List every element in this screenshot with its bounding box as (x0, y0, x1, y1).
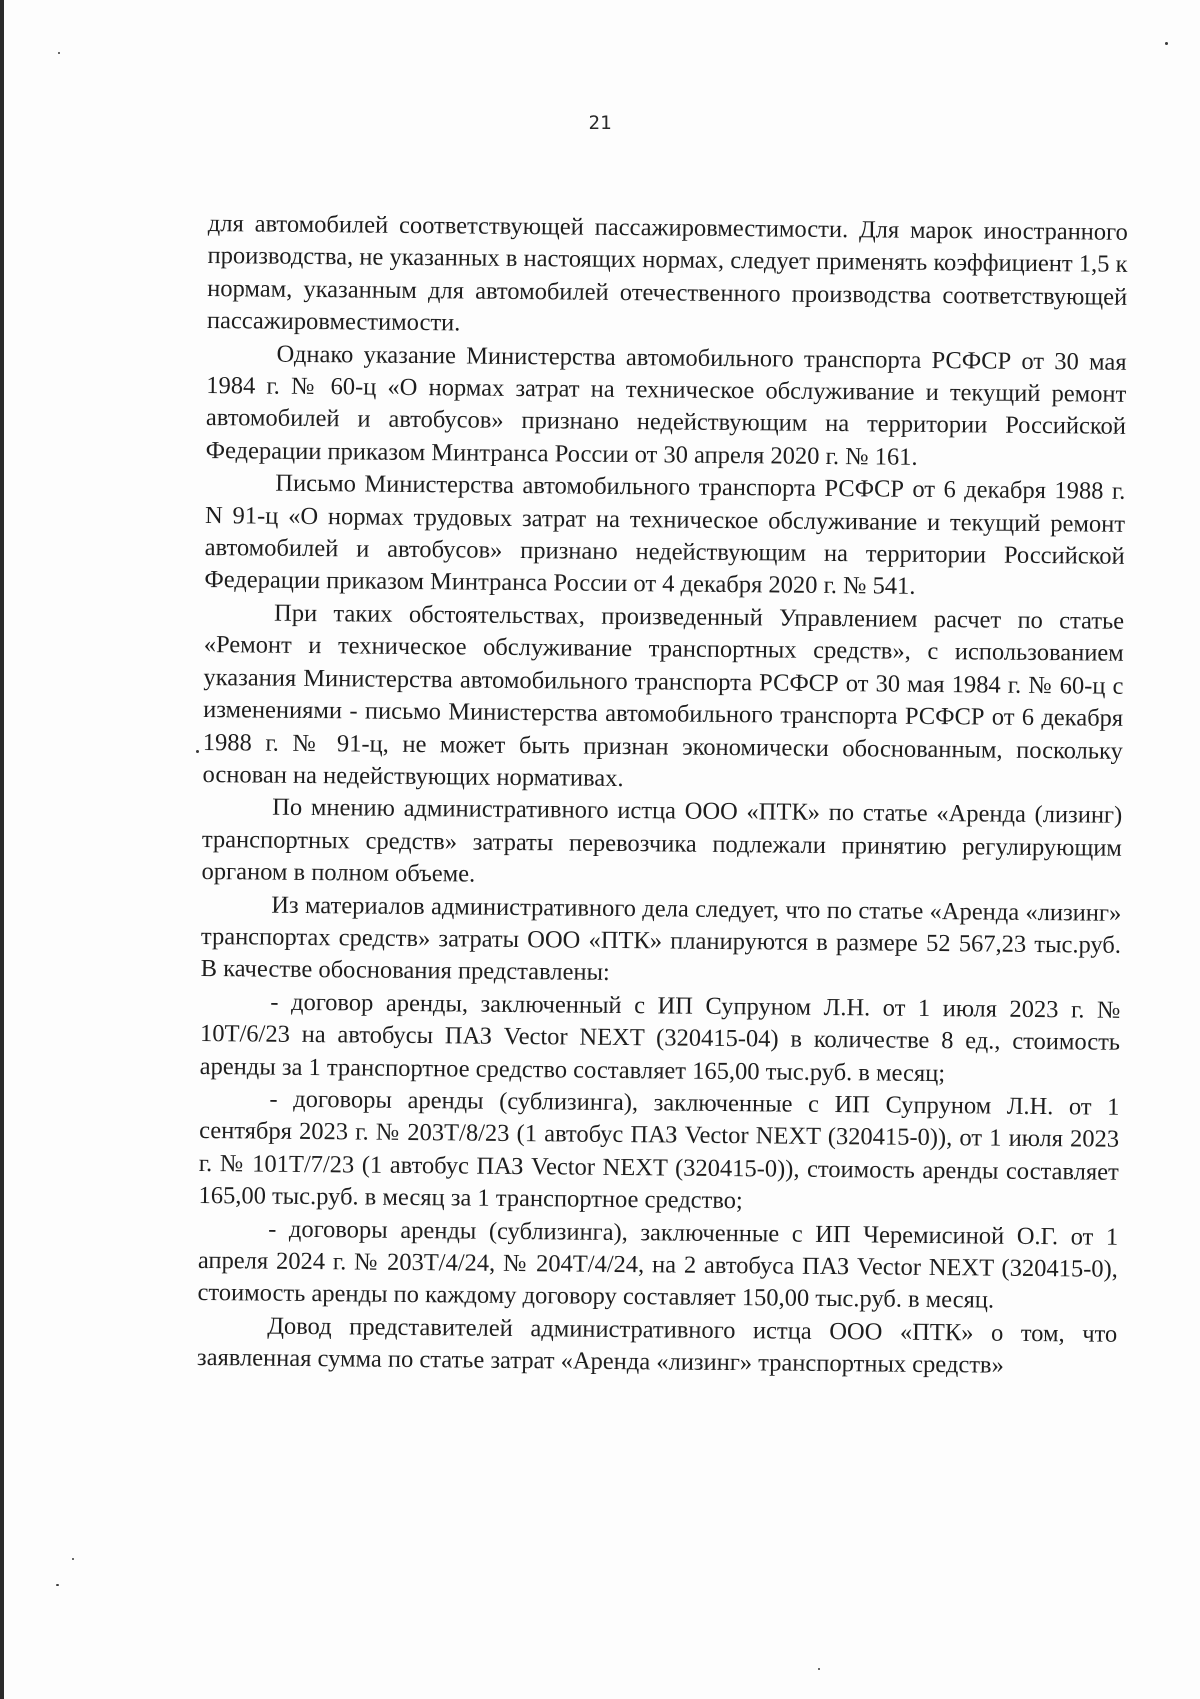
scan-speck (1165, 42, 1168, 45)
paragraph: для автомобилей соответствующей пассажировместимости. Для марок иностранного производства, не указанных в настоящих нормах, следует применять коэффициент 1,5 к нормам, указанным для автомобилей отечественного производства соответствующей пассажировместимости. (206, 209, 1128, 337)
scan-speck (196, 750, 199, 753)
scan-speck (818, 1668, 820, 1670)
scan-speck (56, 1584, 59, 1586)
list-item: - договоры аренды (сублизинга), заключенные с ИП Супруном Л.Н. от 1 сентября 2023 г. № 203Т/8/23 (1 автобус ПАЗ Vector NEXT (320415-0)), от 1 июля 2023 г. № 101Т/7/23 (1 автобус ПАЗ Vector NEXT (320415-0)), стоимость аренды составляет 165,00 тыс.руб. в месяц за 1 транспортное средство; (198, 1085, 1120, 1215)
document-body (197, 208, 1128, 1383)
list-item: - договор аренды, заключенный с ИП Супруном Л.Н. от 1 июля 2023 г. № 10Т/6/23 на автобусы ПАЗ Vector NEXT (320415-04) в количестве 8 ед., стоимость аренды за 1 транспортное средство составляет 165,00 тыс.руб. в месяц; (199, 988, 1121, 1087)
paragraph: По мнению административного истца ООО «ПТК» по статье «Аренда (лизинг) транспортных средств» затраты перевозчика подлежали принятию регулирующим органом в полном объеме. (201, 793, 1123, 888)
scan-left-edge (0, 0, 4, 1699)
paragraph: Однако указание Министерства автомобильного транспорта РСФСР от 30 мая 1984 г. № 60-ц «О нормах затрат на техническое обслуживание и текущий ремонт автомобилей и автобусов» признано недействующим на территории Российской Федерации приказом Минтранса России от 30 апреля 2020 г. № 161. (205, 340, 1127, 471)
page-number: 21 (588, 112, 612, 134)
paragraph: Письмо Министерства автомобильного транспорта РСФСР от 6 декабря 1988 г. N 91-ц «О нормах трудовых затрат на техническое обслуживание и текущий ремонт автомобилей и автобусов» признано недействующим на территории Российской Федерации приказом Минтранса России от 4 декабря 2020 г. № 541. (204, 469, 1126, 601)
scan-speck (72, 1558, 74, 1560)
paragraph: При таких обстоятельствах, произведенный Управлением расчет по статье «Ремонт и техническое обслуживание транспортных средств», с использованием указания Министерства автомобильного транспорта РСФСР от 30 мая 1984 г. № 60-ц с изменениями - письмо Министерства автомобильного транспорта РСФСР от 6 декабря 1988 г. № 91-ц, не может быть признан экономически обоснованным, поскольку основан на недействующих нормативах. (202, 599, 1125, 792)
list-item: - договоры аренды (сублизинга), заключенные с ИП Черемисиной О.Г. от 1 апреля 2024 г. № 203Т/4/24, № 204Т/4/24, на 2 автобуса ПАЗ Vector NEXT (320415-0), стоимость аренды по каждому договору составляет 150,00 тыс.руб. в месяц. (197, 1215, 1119, 1315)
scan-speck (58, 52, 60, 54)
paragraph: Довод представителей административного истца ООО «ПТК» о том, что заявленная сумма по статье затрат «Аренда «лизинг» транспортных средств» (196, 1312, 1118, 1379)
paragraph: Из материалов административного дела следует, что по статье «Аренда «лизинг» транспортах средств» затраты ООО «ПТК» планируются в размере 52 567,23 тыс.руб. В качестве обоснования представлены: (200, 891, 1122, 987)
